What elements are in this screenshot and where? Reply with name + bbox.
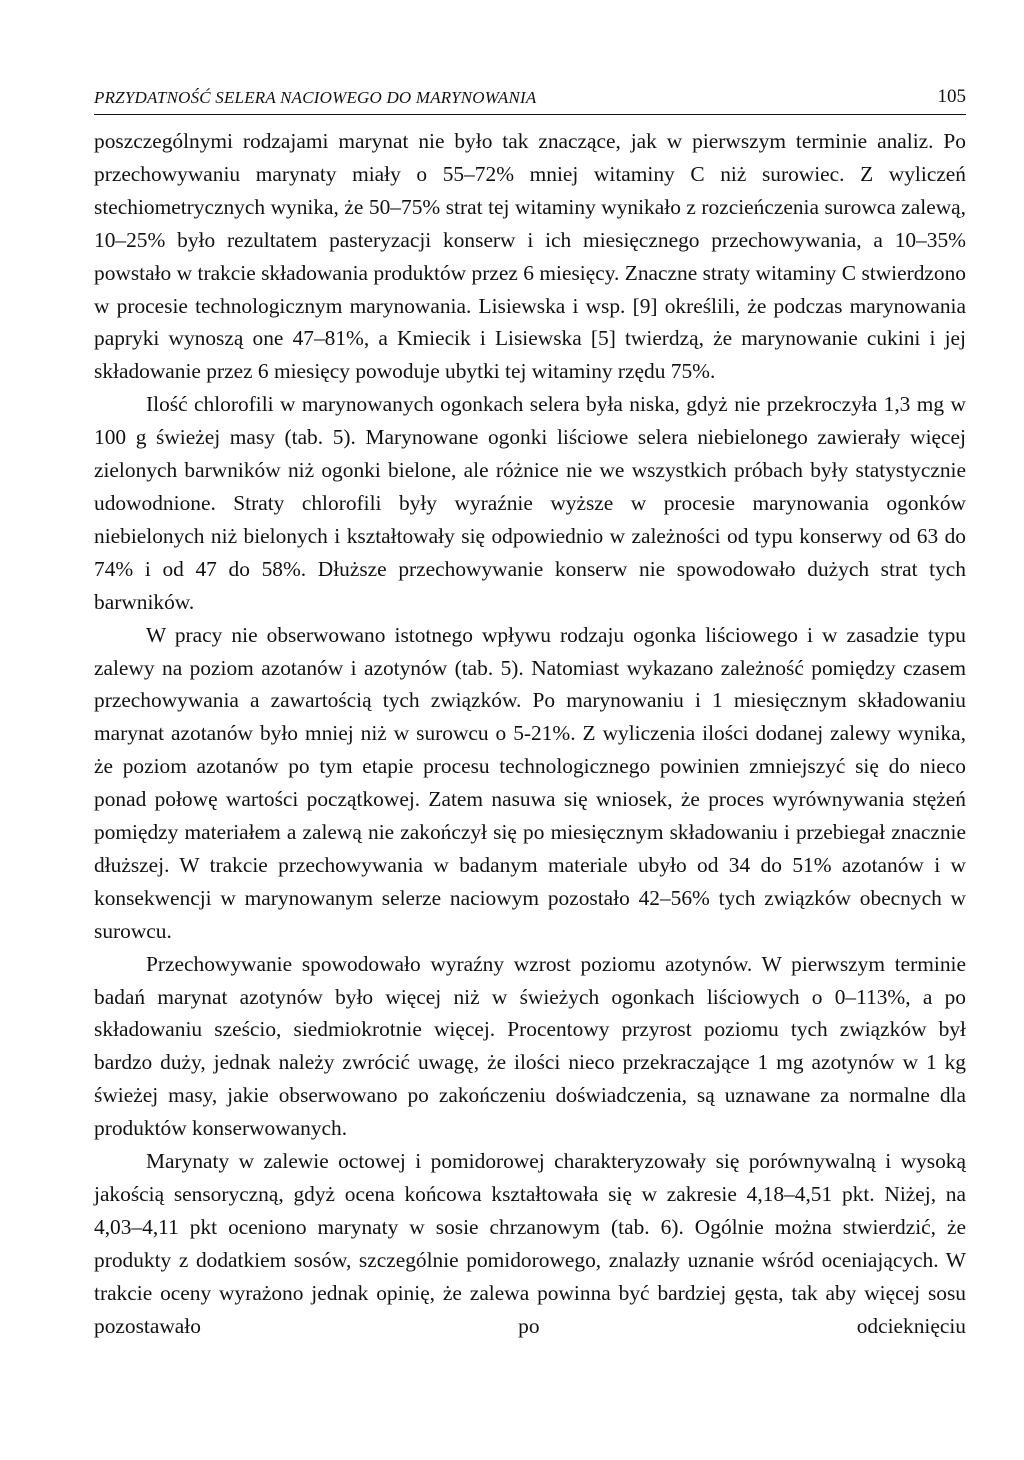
paragraph-chlorophyll: Ilość chlorofili w marynowanych ogonkach selera była niska, gdyż nie przekroczyła 1,3 mg w 100 g świeżej masy (tab. 5). Marynowane ogonki liściowe selera niebielonego zawierały więcej zielonych barwników niż ogonki bielone, ale różnice nie we wszystkich próbach były statystycznie udowodnione. Straty chlorofili były wyraźnie wyższe w procesie marynowania ogonków niebielonych niż bielonych i kształtowały się odpowiednio w zależności od typu konserwy od 63 do 74% i od 47 do 58%. Dłuższe przechowywanie konserw nie spowodowało dużych strat tych barwników. [94, 392, 966, 614]
page-number: 105 [937, 86, 966, 107]
paragraph-vitamin-c: poszczególnymi rodzajami marynat nie było tak znaczące, jak w pierwszym terminie analiz. Po przechowywaniu marynaty miały o 55–72% mniej witaminy C niż surowiec. Z wyliczeń stechiometrycznych wynika, że 50–75% strat tej witaminy wynikało z rozcieńczenia surowca zalewą, 10–25% było rezultatem pasteryzacji konserw i ich miesięcznego przechowywania, a 10–35% powstało w trakcie składowania produktów przez 6 miesięcy. Znaczne straty witaminy C stwierdzono w procesie technologicznym marynowania. Lisiewska i wsp. [9] określili, że podczas marynowania papryki wynoszą one 47–81%, a Kmiecik i Lisiewska [5] twierdzą, że marynowanie cukini i jej składowanie przez 6 miesięcy powoduje ubytki tej witaminy rzędu 75%. [94, 129, 966, 384]
body-text [94, 125, 966, 1343]
running-title: PRZYDATNOŚĆ SELERA NACIOWEGO DO MARYNOWANIA [94, 88, 537, 107]
paragraph-nitrates: W pracy nie obserwowano istotnego wpływu rodzaju ogonka liściowego i w zasadzie typu zalewy na poziom azotanów i azotynów (tab. 5). Natomiast wykazano zależność pomiędzy czasem przechowywania a zawartością tych związków. Po marynowaniu i 1 miesięcznym składowaniu marynat azotanów było mniej niż w surowcu o 5-21%. Z wyliczenia ilości dodanej zalewy wynika, że poziom azotanów po tym etapie procesu technologicznego powinien zmniejszyć się do nieco ponad połowę wartości początkowej. Zatem nasuwa się wniosek, że proces wyrównywania stężeń pomiędzy materiałem a zalewą nie zakończył się po miesięcznym składowaniu i przebiegał znacznie dłuższej. W trakcie przechowywania w badanym materiale ubyło od 34 do 51% azotanów i w konsekwencji w marynowanym selerze naciowym pozostało 42–56% tych związków obecnych w surowcu. [94, 622, 966, 943]
paragraph-nitrites: Przechowywanie spowodowało wyraźny wzrost poziomu azotynów. W pierwszym terminie badań marynat azotynów było więcej niż w świeżych ogonkach liściowych o 0–113%, a po składowaniu sześcio, siedmiokrotnie więcej. Procentowy przyrost poziomu tych związków był bardzo duży, jednak należy zwrócić uwagę, że ilości nieco przekraczające 1 mg azotynów w 1 kg świeżej masy, jakie obserwowano po zakończeniu doświadczenia, są uznawane za normalne dla produktów konserwowanych. [94, 951, 966, 1141]
paragraph-sensory-quality: Marynaty w zalewie octowej i pomidorowej charakteryzowały się porównywalną i wysoką jakością sensoryczną, gdyż ocena końcowa kształtowała się w zakresie 4,18–4,51 pkt. Niżej, na 4,03–4,11 pkt oceniono marynaty w sosie chrzanowym (tab. 6). Ogólnie można stwierdzić, że produkty z dodatkiem sosów, szczególnie pomidorowego, znalazły uznanie wśród oceniających. W trakcie oceny wyrażono jednak opinię, że zalewa powinna być bardziej gęsta, tak aby więcej sosu pozostawało po odcieknięciu [94, 1149, 966, 1338]
running-header [94, 84, 966, 115]
